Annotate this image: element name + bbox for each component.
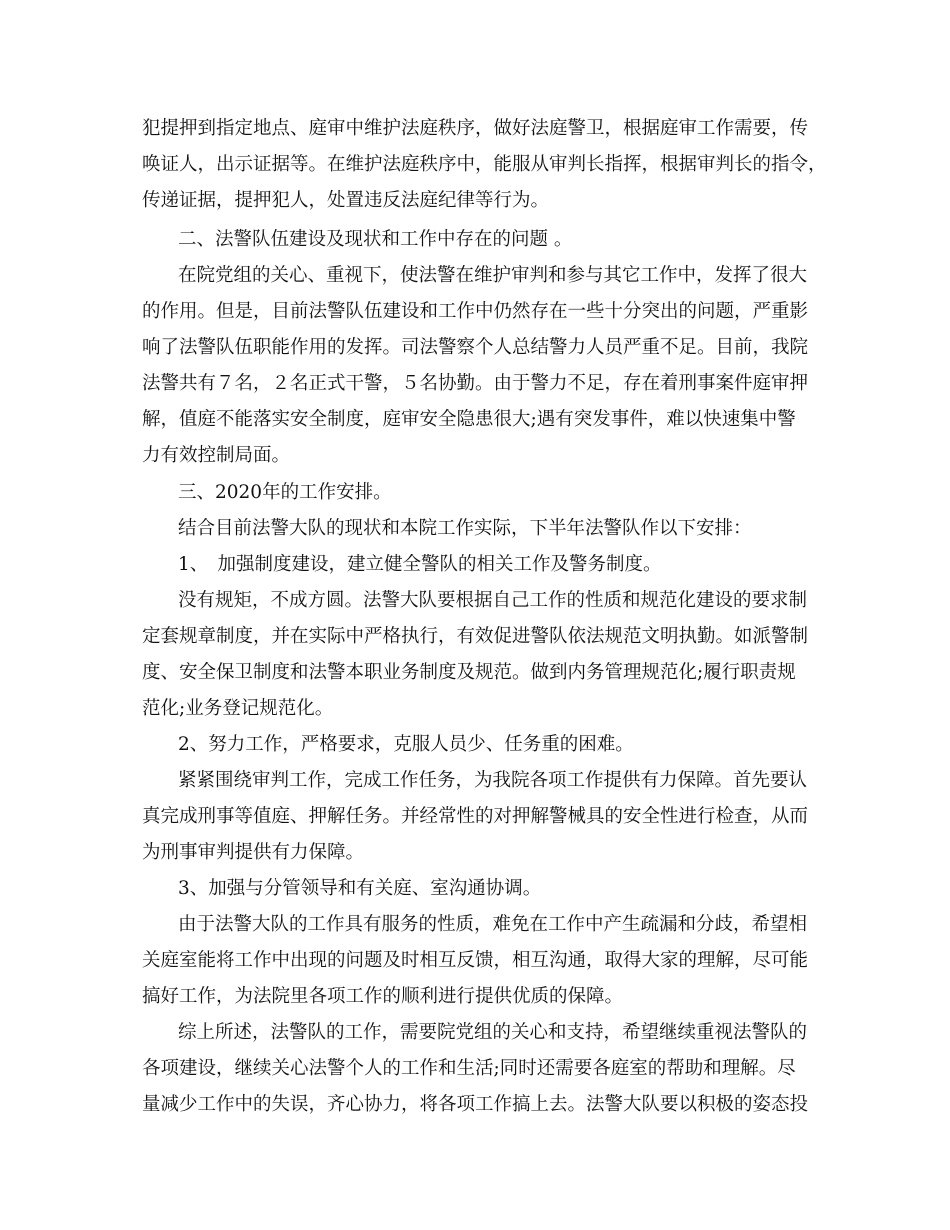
section-heading: 三、2020年的工作安排。 [178, 482, 392, 503]
paragraph-line: 解，值庭不能落实安全制度，庭审安全隐患很大;遇有突发事件，难以快速集中警 [142, 409, 796, 430]
paragraph-line: 量减少工作中的失误，齐心协力，将各项工作搞上去。法警大队要以积极的姿态投 [142, 1094, 809, 1115]
paragraph-line: 关庭室能将工作中出现的问题及时相互反馈，相互沟通，取得大家的理解，尽可能 [142, 950, 809, 971]
paragraph-line: 综上所述，法警队的工作，需要院党组的关心和支持，希望继续重视法警队的 [178, 1022, 808, 1043]
paragraph-line: 力有效控制局面。 [142, 445, 291, 466]
paragraph-line: 犯提押到指定地点、庭审中维护法庭秩序，做好法庭警卫，根据庭审工作需要，传 [142, 118, 809, 139]
paragraph-line: 的作用。但是，目前法警队伍建设和工作中仍然存在一些十分突出的问题，严重影 [142, 301, 809, 322]
paragraph-line: 由于法警大队的工作具有服务的性质，难免在工作中产生疏漏和分歧，希望相 [178, 914, 808, 935]
paragraph-line: 传递证据，提押犯人，处置违反法庭纪律等行为。 [142, 190, 550, 211]
paragraph-line: 法警共有７名，２名正式干警，５名协勤。由于警力不足，存在着刑事案件庭审押 [142, 373, 809, 394]
paragraph-line: 在院党组的关心、重视下，使法警在维护审判和参与其它工作中，发挥了很大 [178, 265, 808, 286]
paragraph-line: 唤证人，出示证据等。在维护法庭秩序中，能服从审判长指挥，根据审判长的指令， [142, 154, 827, 175]
paragraph-line: 范化;业务登记规范化。 [142, 698, 334, 719]
paragraph-line: 响了法警队伍职能作用的发挥。司法警察个人总结警力人员严重不足。目前，我院 [142, 337, 809, 358]
paragraph-line: 结合目前法警大队的现状和本院工作实际，下半年法警队作以下安排： [178, 518, 752, 539]
paragraph-line: 搞好工作，为法院里各项工作的顺利进行提供优质的保障。 [142, 986, 624, 1007]
section-heading: 二、法警队伍建设及现状和工作中存在的问题 。 [178, 229, 573, 250]
paragraph-line: 各项建设，继续关心法警个人的工作和生活;同时还需要各庭室的帮助和理解。尽 [142, 1058, 796, 1079]
paragraph-line: 没有规矩，不成方圆。法警大队要根据自己工作的性质和规范化建设的要求制 [178, 590, 808, 611]
list-item-heading: 3、加强与分管领导和有关庭、室沟通协调。 [178, 878, 542, 899]
paragraph-line: 真完成刑事等值庭、押解任务。并经常性的对押解警械具的安全性进行检查，从而 [142, 806, 809, 827]
paragraph-line: 紧紧围绕审判工作，完成工作任务，为我院各项工作提供有力保障。首先要认 [178, 770, 808, 791]
list-item-heading: 2、努力工作，严格要求，克服人员少、任务重的困难。 [178, 734, 634, 755]
paragraph-line: 定套规章制度，并在实际中严格执行，有效促进警队依法规范文明执勤。如派警制 [142, 626, 809, 647]
list-item-heading: 1、 加强制度建设，建立健全警队的相关工作及警务制度。 [178, 554, 662, 575]
paragraph-line: 度、安全保卫制度和法警本职业务制度及规范。做到内务管理规范化;履行职责规 [142, 662, 796, 683]
paragraph-line: 为刑事审判提供有力保障。 [142, 842, 365, 863]
